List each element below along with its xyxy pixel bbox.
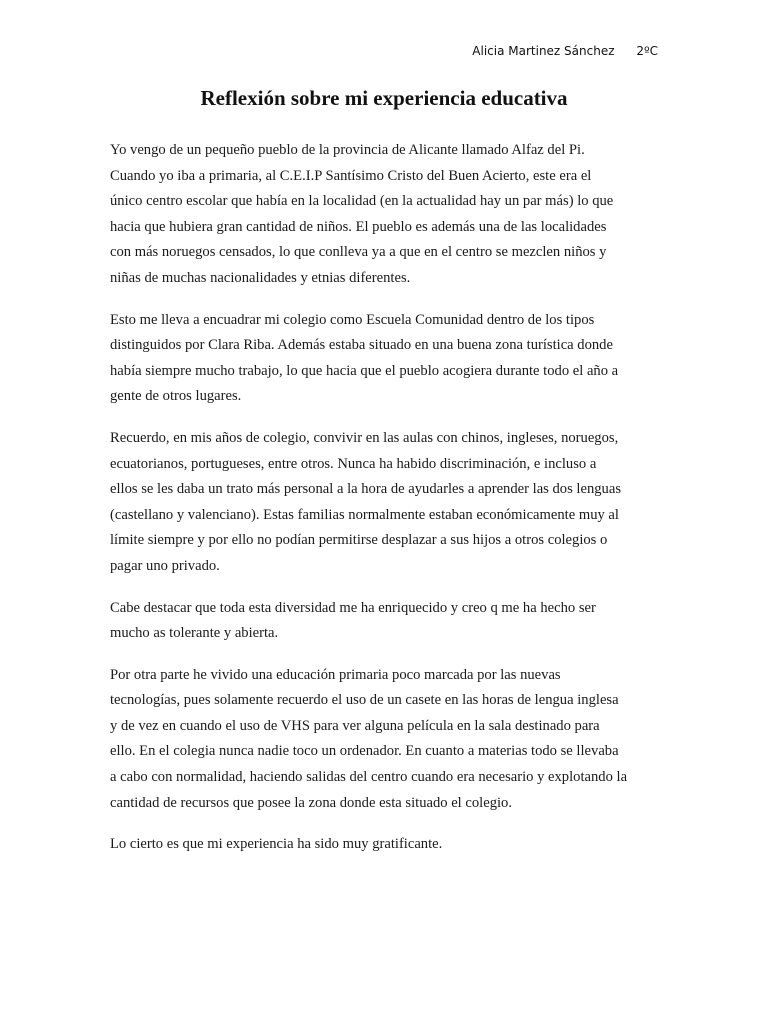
text-line: cantidad de recursos que posee la zona donde esta situado el colegio. (110, 794, 512, 811)
document-body (110, 138, 662, 874)
text-line: Cuando yo iba a primaria, al C.E.I.P Santísimo Cristo del Buen Acierto, este era el (110, 167, 592, 184)
text-line: pagar uno privado. (110, 557, 220, 574)
text-line: niñas de muchas nacionalidades y etnias diferentes. (110, 269, 411, 286)
text-line: y de vez en cuando el uso de VHS para ver alguna película en la sala destinado para (110, 717, 600, 734)
text-line: ello. En el colegia nunca nadie toco un ordenador. En cuanto a materias todo se llevaba (110, 743, 619, 760)
text-line: había siempre mucho trabajo, lo que hacia que el pueblo acogiera durante todo el año a (110, 362, 619, 379)
course-label: 2ºC (636, 44, 658, 58)
document-title: Reflexión sobre mi experiencia educativa (200, 86, 568, 110)
text-line: tecnologías, pues solamente recuerdo el uso de un casete en las horas de lengua inglesa (110, 692, 619, 709)
paragraph (110, 596, 662, 647)
text-line: límite siempre y por ello no podían permitirse desplazar a sus hijos a otros colegios o (110, 532, 608, 549)
text-line: a cabo con normalidad, haciendo salidas del centro cuando era necesario y explotando la (110, 769, 628, 786)
text-line: Cabe destacar que toda esta diversidad me ha enriquecido y creo q me ha hecho ser (110, 599, 596, 616)
text-line: ecuatorianos, portugueses, entre otros. Nunca ha habido discriminación, e incluso a (110, 455, 597, 472)
text-line: hacia que hubiera gran cantidad de niños. El pueblo es además una de las localidades (110, 218, 607, 235)
text-line: Esto me lleva a encuadrar mi colegio como Escuela Comunidad dentro de los tipos (110, 311, 595, 328)
paragraph (110, 832, 662, 858)
paragraph (110, 308, 662, 410)
paragraph (110, 138, 662, 292)
author-name: Alicia Martinez Sánchez (472, 44, 615, 58)
page-header (472, 44, 658, 58)
text-line: único centro escolar que había en la localidad (en la actualidad hay un par más) lo que (110, 193, 614, 210)
text-line: con más noruegos censados, lo que conlleva ya a que en el centro se mezclen niños y (110, 244, 607, 261)
paragraph (110, 426, 662, 580)
paragraph (110, 663, 662, 817)
text-line: (castellano y valenciano). Estas familias normalmente estaban económicamente muy al (110, 506, 619, 523)
text-line: ellos se les daba un trato más personal a la hora de ayudarles a aprender las dos lenguas (110, 481, 622, 498)
text-line: gente de otros lugares. (110, 388, 242, 405)
text-line: distinguidos por Clara Riba. Además estaba situado en una buena zona turística donde (110, 337, 613, 354)
text-line: Recuerdo, en mis años de colegio, convivir en las aulas con chinos, ingleses, noruegos, (110, 429, 619, 446)
text-line: Lo cierto es que mi experiencia ha sido muy gratificante. (110, 836, 443, 853)
text-line: Por otra parte he vivido una educación primaria poco marcada por las nuevas (110, 666, 561, 683)
text-line: mucho as tolerante y abierta. (110, 625, 279, 642)
text-line: Yo vengo de un pequeño pueblo de la provincia de Alicante llamado Alfaz del Pi. (110, 142, 585, 158)
